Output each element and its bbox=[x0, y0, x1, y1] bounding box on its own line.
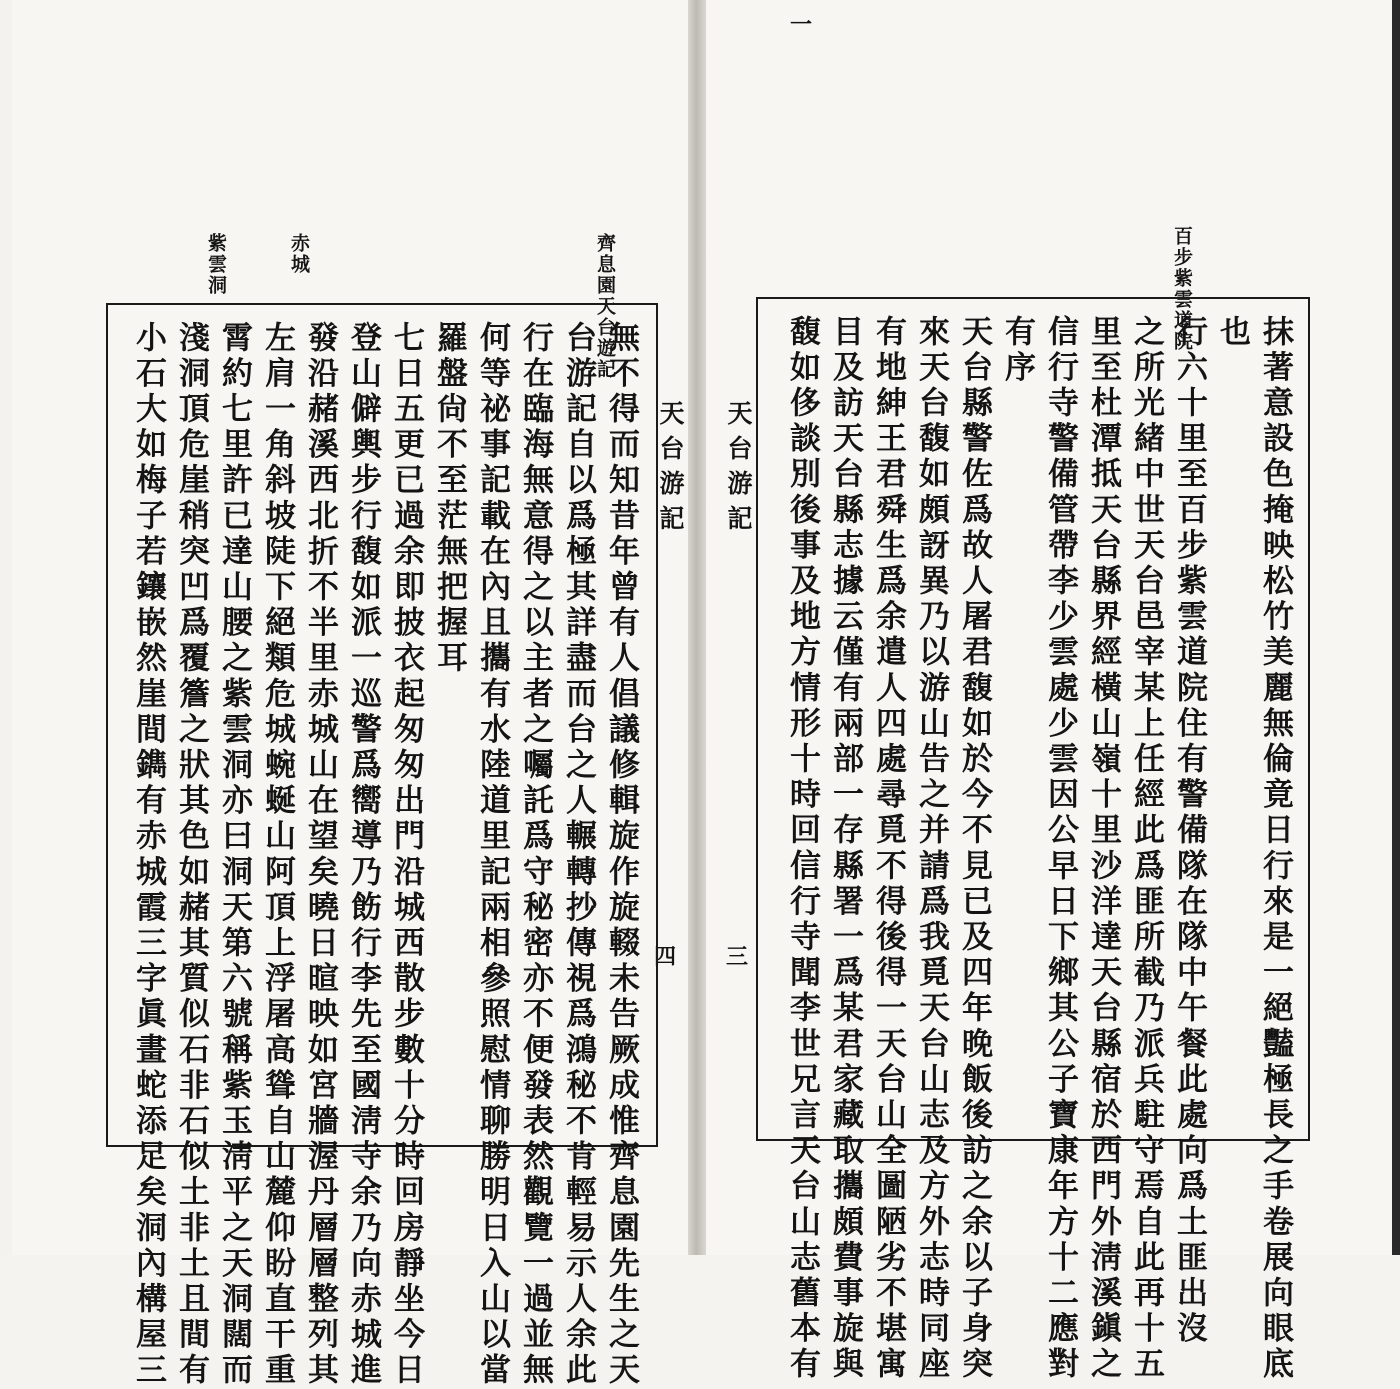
left-text-column: 淺洞頂危崖稍突凹爲覆簷之狀其色如赭其質似石非石似土非土且間有 bbox=[173, 321, 209, 1389]
left-text-column: 七日五更已過余即披衣起匆匆出門沿城西散步數十分時回房靜坐今日 bbox=[388, 321, 424, 1389]
right-text-column: 馥如侈談別後事及地方情形十時回信行寺聞李世兄言天台山志舊本有 bbox=[784, 315, 820, 1383]
left-running-head: 天台游記 bbox=[656, 400, 685, 540]
book-gutter bbox=[688, 0, 706, 1255]
left-text-frame bbox=[106, 303, 658, 1389]
right-text-column: 天台縣警佐爲故人屠君馥如於今不見已及四年晚飯後訪之余以子身突 bbox=[956, 315, 992, 1383]
left-text-column: 霄約七里許已達山腰之紫雲洞亦曰洞天第六號稱紫玉淸平之天洞闊而 bbox=[216, 321, 252, 1389]
right-running-head: 天台游記 bbox=[724, 400, 753, 540]
left-text-column: 羅盤尙不至茫無把握耳 bbox=[431, 321, 467, 677]
right-text-column: 目及訪天台縣志據云僅有兩部一存縣署一爲某君家藏取攜頗費事旋與 bbox=[827, 315, 863, 1383]
right-text-column: 之所光緒中世天台邑宰某上任經此爲匪所截乃派兵駐守焉自此再十五 bbox=[1128, 315, 1164, 1383]
left-page bbox=[12, 0, 688, 1389]
left-text-column: 小石大如梅子若鑲嵌然崖間鐫有赤城霞三字眞畫蛇添足矣洞內構屋三 bbox=[130, 321, 166, 1389]
left-text-column: 左肩一角斜坡陡下絕類危城蜿蜒山阿頂上浮屠高聳自山麓仰盼直干重 bbox=[259, 321, 295, 1389]
right-heading-1: 百步紫雲道院 bbox=[1171, 226, 1193, 352]
right-text-column: 有地紳王君舜生爲余遣人四處尋覓不得後得一天台山全圖陋劣不堪寓 bbox=[870, 315, 906, 1383]
right-text-column: 行六十里至百步紫雲道院住有警備隊在隊中午餐此處向爲土匪出沒 bbox=[1171, 315, 1207, 1348]
right-text-column: 有序 bbox=[999, 315, 1035, 387]
scan-edge bbox=[1392, 0, 1400, 1255]
left-text-column: 行在臨海無意得之以主者之囑託爲守秘密亦不便發表然觀覽一過並無 bbox=[517, 321, 553, 1389]
right-text-column: 抹著意設色掩映松竹美麗無倫竟日行來是一絕豔極長之手卷展向眼底 bbox=[1257, 315, 1293, 1383]
right-page-number: 三 bbox=[726, 944, 749, 970]
left-text-column: 發沿赭溪西北折不半里赤城山在望矣曉日暄映如宮牆渥丹層層整列其 bbox=[302, 321, 338, 1389]
left-heading-2: 赤城 bbox=[288, 233, 310, 275]
right-top-mark: 一 bbox=[790, 12, 813, 38]
left-text-column: 台游記自以爲極其詳盡而台之人輾轉抄傳視爲鴻秘不肯輕易示人余此 bbox=[560, 321, 596, 1389]
right-text-column: 也 bbox=[1214, 315, 1250, 351]
left-page-number: 四 bbox=[654, 944, 677, 970]
right-text-frame bbox=[756, 297, 1310, 1383]
right-text-column: 里至杜潭抵天台縣界經橫山嶺十里沙洋達天台縣宿於西門外淸溪鎭之 bbox=[1085, 315, 1121, 1383]
left-text-column: 登山僻輿步行馥如派一巡警爲嚮導乃飭行李先至國淸寺余乃向赤城進 bbox=[345, 321, 381, 1389]
left-heading-3: 紫雲洞 bbox=[205, 233, 227, 296]
right-text-column: 來天台馥如頗訝異乃以游山告之并請爲我覓天台山志及方外志時同座 bbox=[913, 315, 949, 1383]
left-heading-1: 齊息園天台遊記 bbox=[594, 233, 616, 380]
left-text-column: 何等祕事記載在內且攜有水陸道里記兩相參照慰情聊勝明日入山以當 bbox=[474, 321, 510, 1389]
right-page bbox=[706, 0, 1392, 1383]
left-text-column: 無不得而知昔年曾有人倡議修輯旋作旋輟未告厥成惟齊息園先生之天 bbox=[603, 321, 639, 1389]
right-text-column: 信行寺警備管帶李少雲處少雲因公早日下鄉其公子寶康年方十二應對 bbox=[1042, 315, 1078, 1383]
